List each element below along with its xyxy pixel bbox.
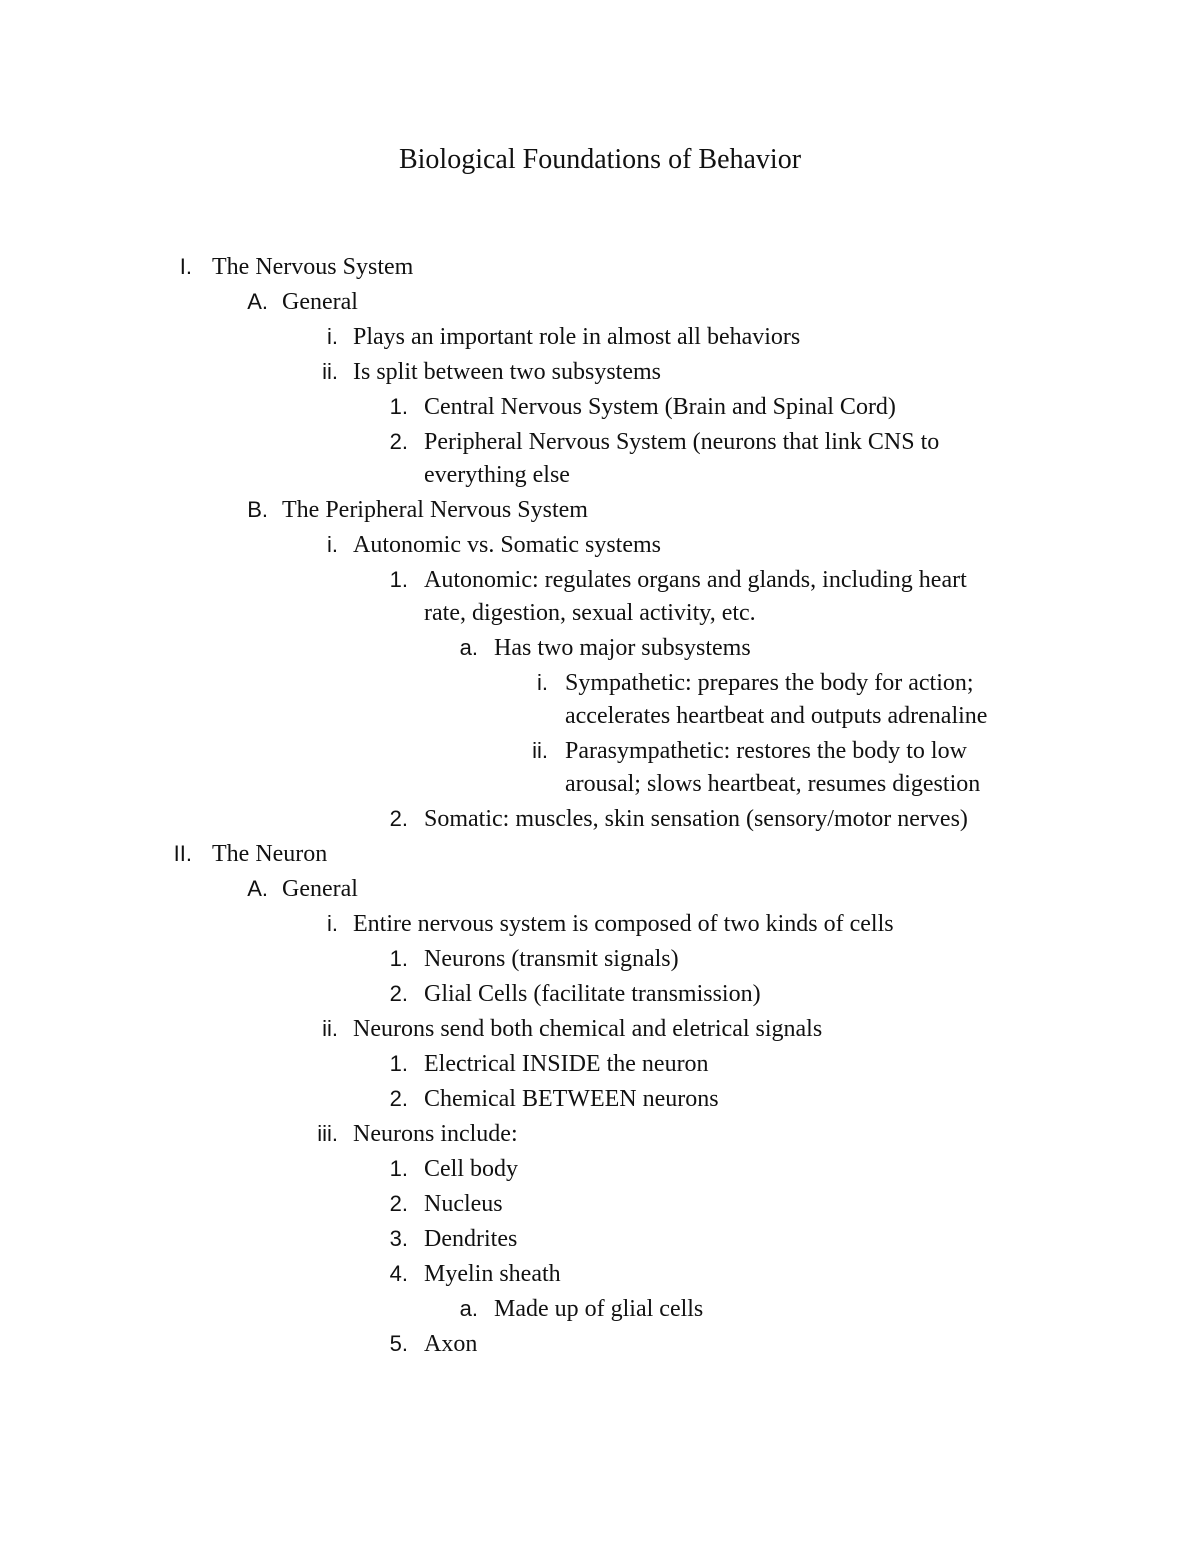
outline-marker: 3. [389,1226,408,1251]
outline-marker: 1. [389,567,408,592]
outline-marker: II. [173,841,192,866]
outline-text: Neurons include: [353,1121,518,1147]
outline-marker: 1. [389,946,408,971]
outline-text: General [282,289,358,315]
outline-marker: 2. [389,1086,408,1111]
outline-text: Autonomic vs. Somatic systems [353,532,661,558]
outline-marker: i. [327,532,338,557]
outline-marker: ii. [322,1016,338,1041]
outline-text: arousal; slows heartbeat, resumes digestion [565,771,981,797]
outline-text: Parasympathetic: restores the body to low [565,738,967,764]
outline-marker: 2. [389,429,408,454]
outline-marker: i. [537,670,548,695]
outline-text: Somatic: muscles, skin sensation (sensory/motor nerves) [424,806,968,832]
outline-text: rate, digestion, sexual activity, etc. [424,600,756,626]
outline-marker: a. [459,635,478,660]
outline-text: Peripheral Nervous System (neurons that link CNS to [424,429,940,455]
outline-marker: A. [247,289,268,314]
outline-text: Myelin sheath [424,1261,561,1287]
outline-marker: i. [327,911,338,936]
outline-marker: i. [327,324,338,349]
outline-text: The Nervous System [212,254,414,280]
document-title: Biological Foundations of Behavior [398,144,802,175]
outline-text: Entire nervous system is composed of two kinds of cells [353,911,894,937]
outline-marker: 1. [389,1051,408,1076]
outline-marker: iii. [317,1121,338,1146]
outline-text: Made up of glial cells [494,1296,704,1322]
outline-marker: ii. [532,738,548,763]
outline [0,250,1200,1400]
outline-text: Cell body [424,1156,518,1182]
outline-text: accelerates heartbeat and outputs adrenaline [565,703,988,729]
outline-text: Neurons (transmit signals) [424,946,679,972]
outline-text: Central Nervous System (Brain and Spinal Cord) [424,394,896,420]
outline-marker: 1. [389,394,408,419]
outline-text: Has two major subsystems [494,635,751,661]
outline-text: everything else [424,462,570,488]
outline-text: Chemical BETWEEN neurons [424,1086,719,1112]
outline-text: General [282,876,358,902]
outline-text: Sympathetic: prepares the body for action; [565,670,974,696]
outline-text: Electrical INSIDE the neuron [424,1051,709,1077]
outline-marker: ii. [322,359,338,384]
outline-text: Axon [424,1331,478,1357]
outline-text: Neurons send both chemical and eletrical signals [353,1016,823,1042]
outline-marker: 1. [389,1156,408,1181]
outline-marker: I. [179,254,192,279]
outline-marker: 4. [389,1261,408,1286]
outline-marker: 2. [389,806,408,831]
outline-text: Is split between two subsystems [353,359,661,385]
outline-marker: a. [459,1296,478,1321]
outline-marker: 2. [389,981,408,1006]
outline-text: The Peripheral Nervous System [282,497,588,523]
outline-text: Glial Cells (facilitate transmission) [424,981,761,1007]
outline-marker: A. [247,876,268,901]
outline-marker: 2. [389,1191,408,1216]
outline-text: Nucleus [424,1191,503,1217]
outline-marker: B. [247,497,268,522]
outline-text: Dendrites [424,1226,518,1252]
outline-text: Plays an important role in almost all behaviors [353,324,801,350]
outline-marker: 5. [389,1331,408,1356]
outline-text: The Neuron [212,841,328,867]
outline-text: Autonomic: regulates organs and glands, including heart [424,567,967,593]
